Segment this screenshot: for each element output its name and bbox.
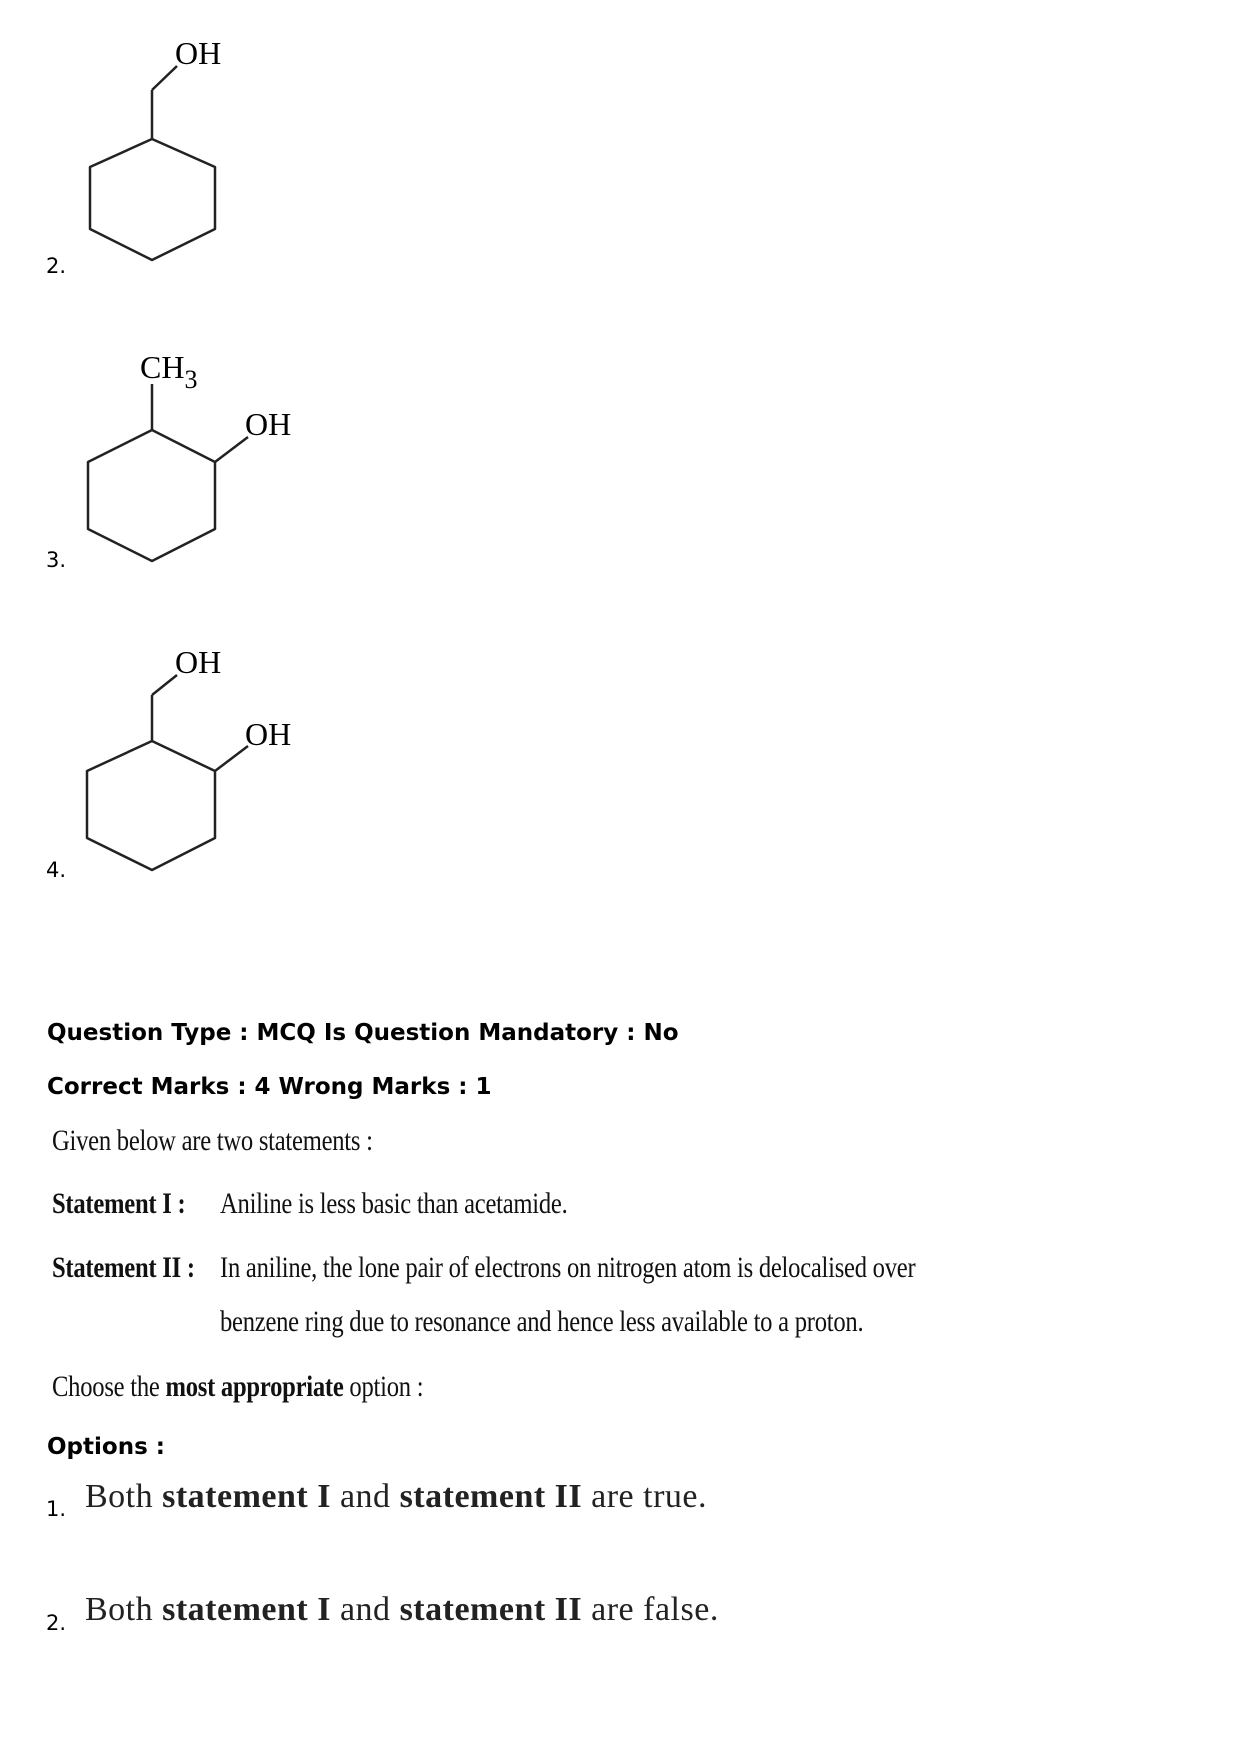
option-text-part: are true. [582,1478,708,1515]
statement-1-label: Statement I : [52,1187,186,1220]
subscript-3: 3 [184,365,198,394]
option-number: 4. [46,858,67,882]
option-number: 3. [46,548,67,572]
choose-instruction [52,1370,423,1404]
cyclohexylmethanol-structure [70,30,270,280]
choose-emphasis: most appropriate [165,1370,344,1403]
answer-option-text [85,1478,707,1516]
option-text-bold: statement I [162,1478,331,1515]
option-text-part: and [330,1478,400,1515]
option-text-part: Both [85,1478,163,1515]
ch-text: CH [140,349,185,385]
option-text-part: Both [85,1591,163,1628]
oh-label: OH [245,406,292,442]
statement-1-text: Aniline is less basic than acetamide. [220,1187,568,1220]
option-text-part: are false. [582,1591,719,1628]
option-text-bold: statement II [399,1591,583,1628]
oh-label-top: OH [175,644,222,680]
options-label: Options : [47,1434,165,1460]
methylcyclohexanol-structure [70,340,330,580]
answer-option-text [85,1591,719,1629]
statement-2-line-1: In aniline, the lone pair of electrons on nitrogen atom is delocalised over [220,1251,916,1284]
choose-suffix: option : [343,1370,424,1403]
question-type-line: Question Type : MCQ Is Question Mandatory : No [47,1020,679,1046]
option-text-part: and [330,1591,400,1628]
option-text-bold: statement II [399,1478,583,1515]
marks-line: Correct Marks : 4 Wrong Marks : 1 [47,1074,492,1100]
answer-option-number: 2. [46,1611,67,1635]
cyclohexanediol-structure [70,640,330,880]
question-intro: Given below are two statements : [52,1124,373,1157]
answer-option-number: 1. [46,1497,67,1521]
choose-prefix: Choose the [52,1370,166,1403]
oh-label: OH [175,35,222,71]
statement-2-label: Statement II : [52,1251,195,1284]
ch3-label [140,349,197,394]
option-number: 2. [46,254,67,278]
statement-2-line-2: benzene ring due to resonance and hence less available to a proton. [220,1305,864,1338]
option-text-bold: statement I [162,1591,331,1628]
oh-label-right: OH [245,716,292,752]
